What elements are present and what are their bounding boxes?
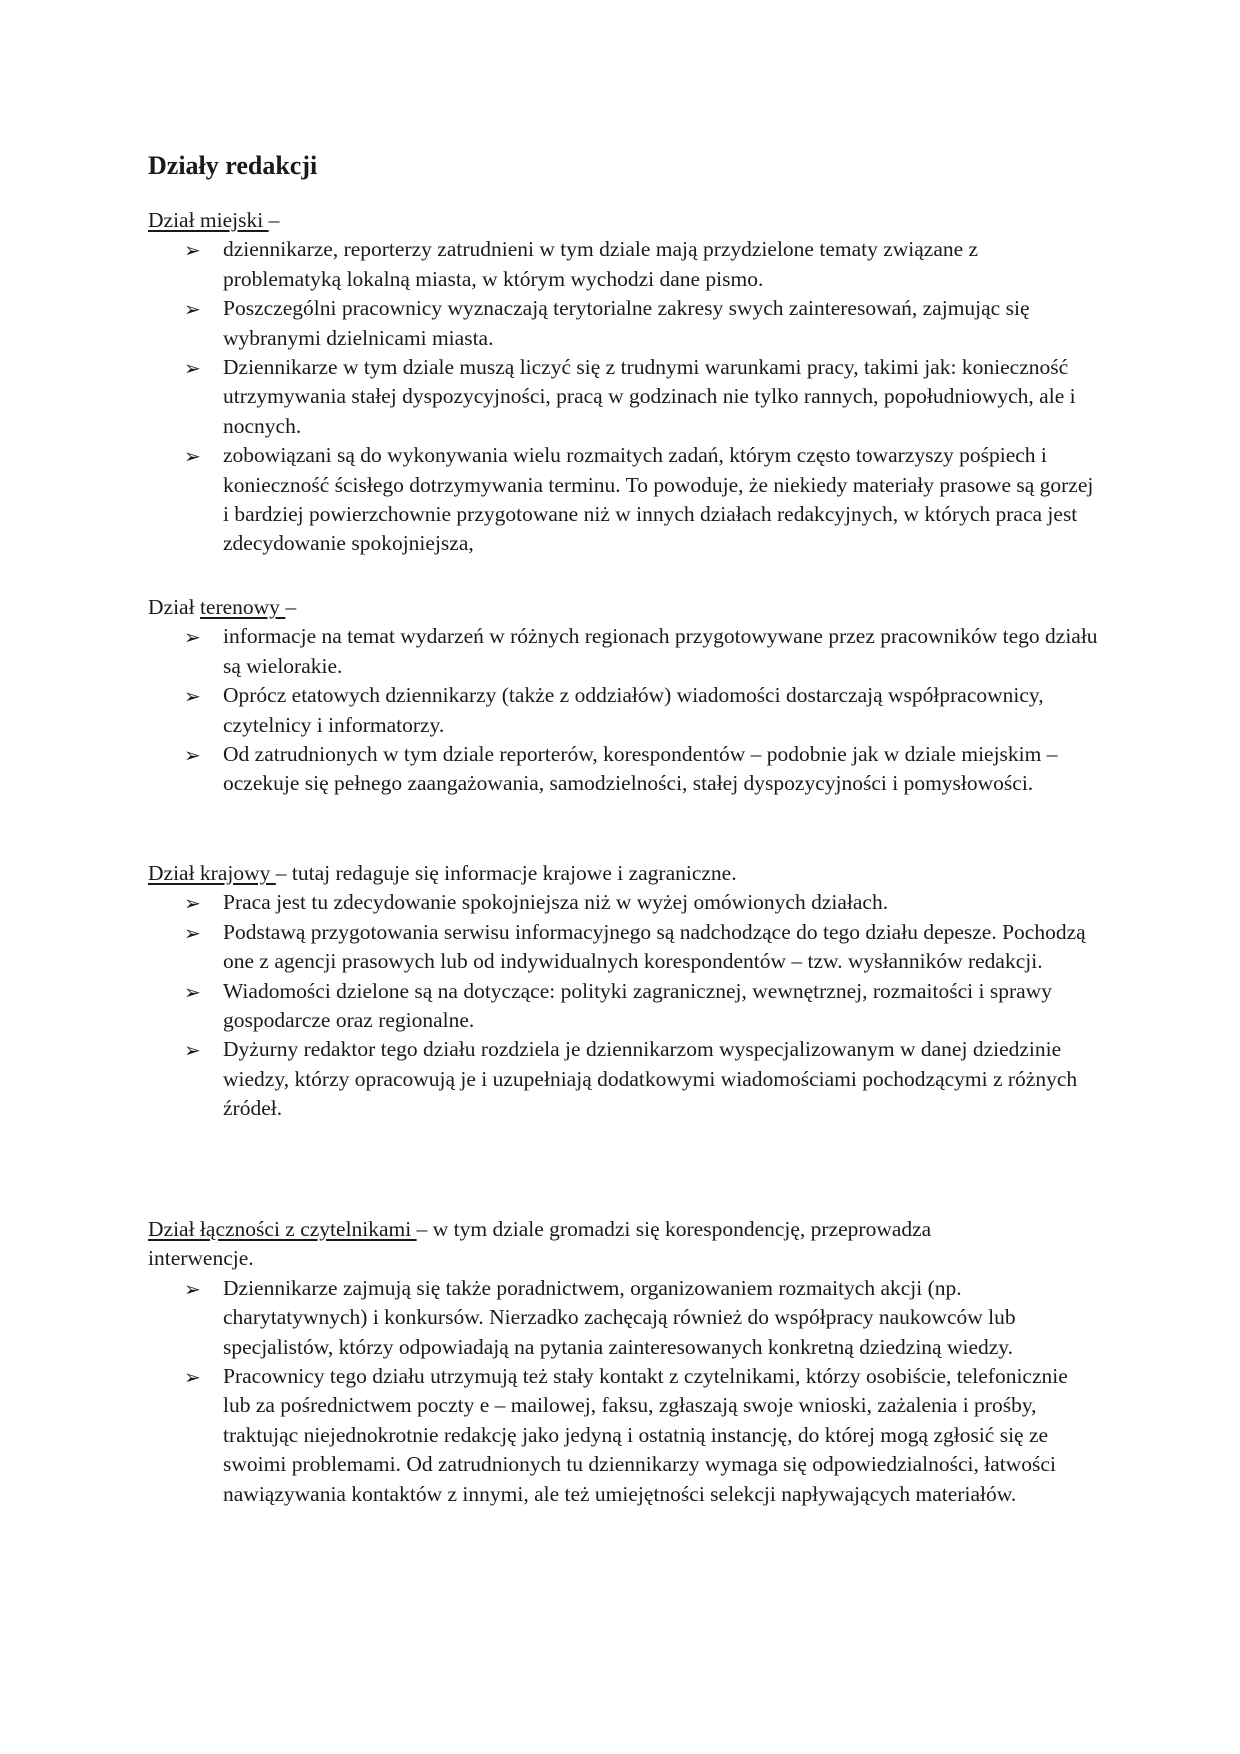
list-item [148, 681, 1098, 740]
bullet-list [148, 622, 1098, 798]
bullet-list [148, 1274, 1098, 1509]
list-item-text: Praca jest tu zdecydowanie spokojniejsza niż w wyżej omówionych działach. [223, 890, 889, 915]
list-item [148, 977, 1098, 1036]
arrowhead-bullet-icon: ➢ [184, 238, 201, 263]
arrowhead-bullet-icon: ➢ [184, 297, 201, 322]
section-dzial-krajowy [148, 859, 1098, 1124]
arrowhead-bullet-icon: ➢ [184, 743, 201, 768]
arrowhead-bullet-icon: ➢ [184, 979, 201, 1004]
section-heading [148, 206, 1098, 235]
section-name-underlined: terenowy [199, 595, 286, 619]
bullet-list [148, 235, 1098, 558]
list-item-text: Dziennikarze zajmują się także poradnictwem, organizowaniem rozmaitych akcji (np. charytatywnych) i konkursów. Nierzadko zachęcają również do współpracy naukowców lub specjalistów, którzy odpowiadają na pytania zainteresowanych konkretną dziedziną wiedzy. [223, 1275, 1016, 1359]
list-item-text: Oprócz etatowych dziennikarzy (także z oddziałów) wiadomości dostarczają współpracownicy, czytelnicy i informatorzy. [223, 683, 1044, 737]
arrowhead-bullet-icon: ➢ [184, 1276, 201, 1301]
section-name-underlined: Dział łączności z czytelnikami [148, 1217, 417, 1241]
section-name-plain: Dział [148, 595, 200, 619]
list-item [148, 1035, 1098, 1123]
section-name-underlined: Dział krajowy [148, 861, 276, 885]
section-dzial-lacznosci [148, 1215, 1098, 1509]
list-item [148, 1274, 1098, 1362]
arrowhead-bullet-icon: ➢ [184, 891, 201, 916]
section-heading-rest: – w tym dziale gromadzi się korespondencję, przeprowadza [416, 1217, 932, 1241]
list-item-text: informacje na temat wydarzeń w różnych regionach przygotowywane przez pracowników tego działu są wielorakie. [223, 624, 1098, 678]
list-item-text: Pracownicy tego działu utrzymują też stały kontakt z czytelnikami, którzy osobiście, telefonicznie lub za pośrednictwem poczty e – mailowej, faksu, zgłaszają swoje wnioski, zażalenia i prośby, traktując niejednokrotnie redakcję jako jedyną i ostatnią instancję, do której mogą zgłosić się ze swoimi problemami. Od zatrudnionych tu dziennikarzy wymaga się odpowiedzialności, łatwości nawiązywania kontaktów z innymi, ale też umiejętności selekcji napływających materiałów. [223, 1364, 1068, 1506]
arrowhead-bullet-icon: ➢ [184, 625, 201, 650]
list-item [148, 918, 1098, 977]
list-item-text: dziennikarze, reporterzy zatrudnieni w tym dziale mają przydzielone tematy związane z problematyką lokalną miasta, w którym wychodzi dane pismo. [223, 237, 979, 291]
section-heading-rest: – [268, 208, 280, 232]
list-item [148, 441, 1098, 559]
arrowhead-bullet-icon: ➢ [184, 920, 201, 945]
list-item [148, 888, 1098, 917]
arrowhead-bullet-icon: ➢ [184, 444, 201, 469]
arrowhead-bullet-icon: ➢ [184, 1365, 201, 1390]
list-item-text: Wiadomości dzielone są na dotyczące: polityki zagranicznej, wewnętrznej, rozmaitości i sprawy gospodarcze oraz regionalne. [223, 978, 1052, 1033]
document-title: Działy redakcji [148, 151, 318, 180]
list-item [148, 740, 1098, 799]
section-heading-rest: – [285, 595, 297, 619]
list-item [148, 622, 1098, 681]
list-item [148, 353, 1098, 441]
list-item [148, 294, 1098, 353]
section-heading [148, 859, 1098, 888]
list-item [148, 1362, 1098, 1509]
bullet-list [148, 888, 1098, 1123]
list-item-text: Podstawą przygotowania serwisu informacyjnego są nadchodzące do tego działu depesze. Pochodzą one z agencji prasowych lub od indywidualnych korespondentów – tzw. wysłanników redakcji. [223, 919, 1086, 974]
list-item-text: Od zatrudnionych w tym dziale reporterów, korespondentów – podobnie jak w dziale miejskim – oczekuje się pełnego zaangażowania, samodzielności, stałej dyspozycyjności i pomysłowości. [223, 742, 1058, 796]
list-item-text: Dyżurny redaktor tego działu rozdziela je dziennikarzom wyspecjalizowanym w danej dziedzinie wiedzy, którzy opracowują je i uzupełniają dodatkowymi wiadomościami pochodzącymi z różnych źródeł. [223, 1037, 1078, 1121]
section-heading [148, 593, 1098, 622]
arrowhead-bullet-icon: ➢ [184, 684, 201, 709]
list-item [148, 235, 1098, 294]
list-item-text: zobowiązani są do wykonywania wielu rozmaitych zadań, którym często towarzyszy pośpiech i konieczność ścisłego dotrzymywania terminu. To powoduje, że niekiedy materiały prasowe są gorzej i bardziej powierzchownie przygotowane niż w innych działach redakcyjnych, w których praca jest zdecydowanie spokojniejsza, [223, 443, 1094, 556]
arrowhead-bullet-icon: ➢ [184, 1038, 201, 1063]
section-heading-rest: – tutaj redaguje się informacje krajowe i zagraniczne. [275, 861, 737, 885]
section-name-underlined: Dział miejski [148, 208, 269, 232]
section-dzial-terenowy [148, 593, 1098, 799]
list-item-text: Dziennikarze w tym dziale muszą liczyć się z trudnymi warunkami pracy, takimi jak: konieczność utrzymywania stałej dyspozycyjności, pracą w godzinach nie tylko rannych, popołudniowych, ale i nocnych. [223, 355, 1076, 438]
arrowhead-bullet-icon: ➢ [184, 356, 201, 381]
section-dzial-miejski [148, 206, 1098, 559]
section-heading-continuation: interwencje. [148, 1246, 254, 1271]
list-item-text: Poszczególni pracownicy wyznaczają terytorialne zakresy swych zainteresowań, zajmując się wybranymi dzielnicami miasta. [223, 296, 1030, 350]
section-heading [148, 1215, 1098, 1244]
